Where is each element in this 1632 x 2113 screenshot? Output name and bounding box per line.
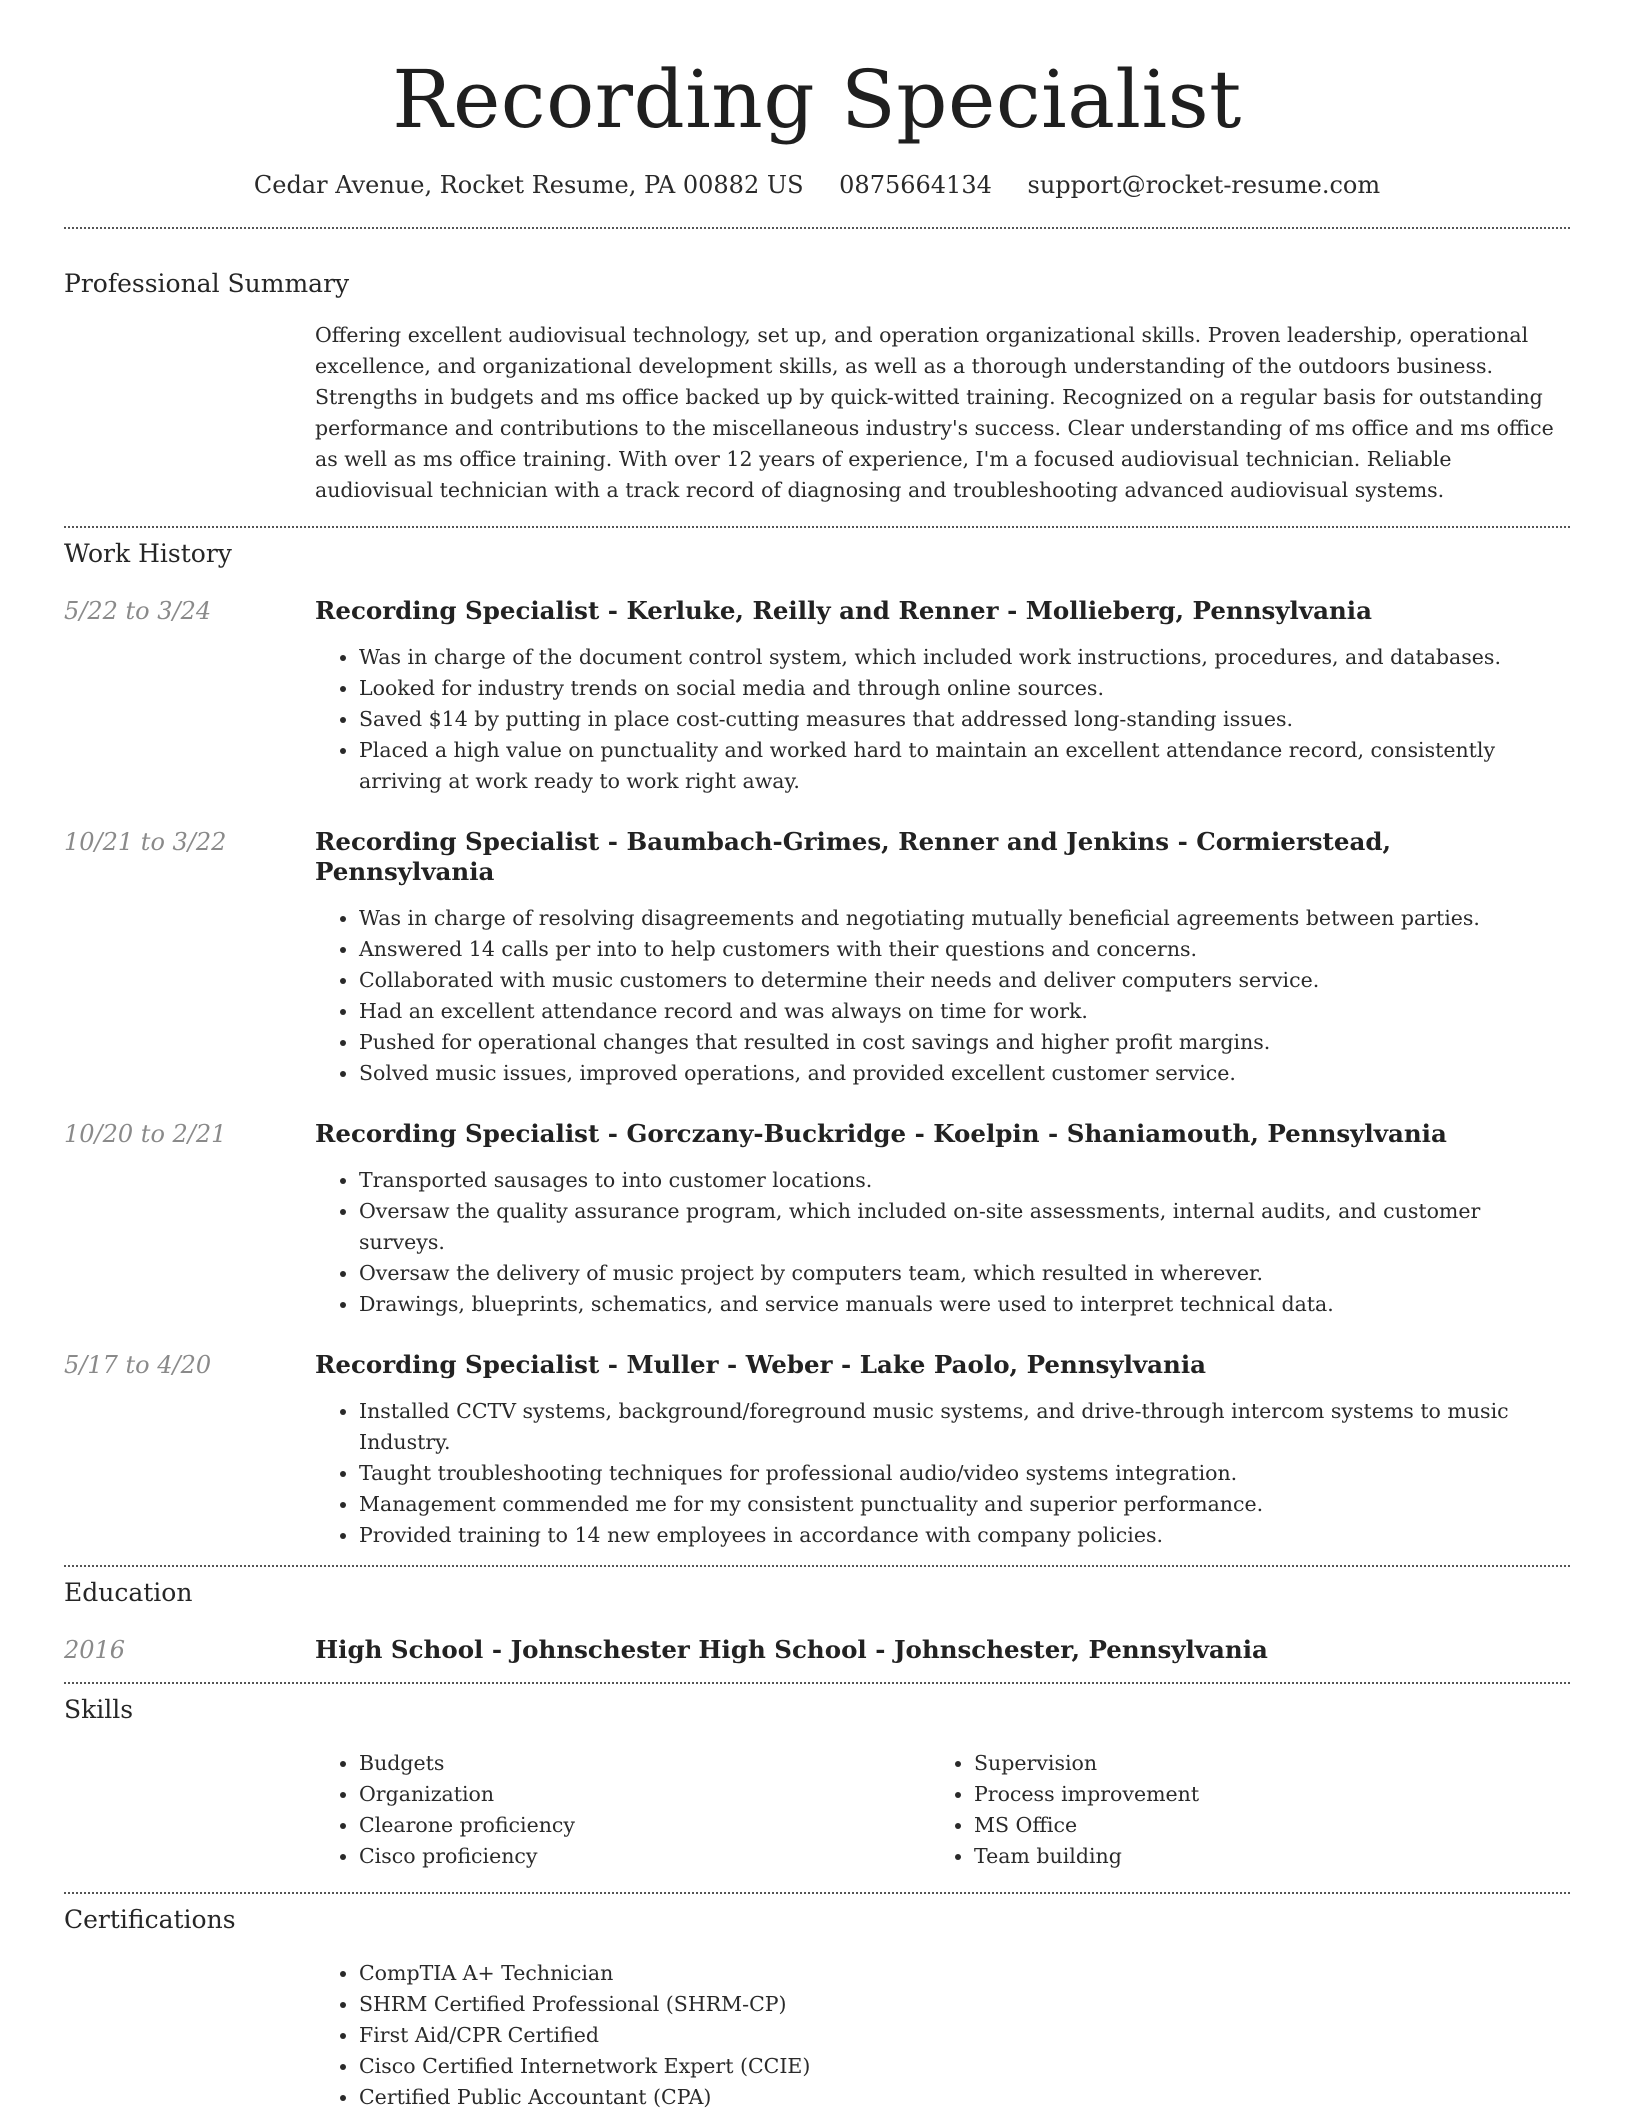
skills-section	[64, 1694, 1570, 1872]
list-item: • Clearone proficiency	[359, 1810, 930, 1841]
section-title-certifications: Certifications	[64, 1905, 236, 1934]
list-item: • Installed CCTV systems, background/foreground music systems, and drive-through intercom systems to music Industry.	[359, 1396, 1570, 1458]
list-item: • Management commended me for my consistent punctuality and superior performance.	[359, 1489, 1570, 1520]
job-entry	[64, 1119, 1570, 1320]
list-item: • Budgets	[359, 1748, 930, 1779]
list-item: • Was in charge of the document control system, which included work instructions, procedures, and databases.	[359, 642, 1570, 673]
summary-left-gutter	[64, 320, 315, 506]
divider	[64, 1892, 1570, 1894]
list-item: • First Aid/CPR Certified	[359, 2020, 1570, 2051]
list-item: • Was in charge of resolving disagreements and negotiating mutually beneficial agreements between parties.	[359, 903, 1570, 934]
divider	[64, 227, 1570, 229]
address-text: Cedar Avenue, Rocket Resume, PA 00882 US	[253, 171, 804, 199]
job-title: Recording Specialist - Muller - Weber - Lake Paolo, Pennsylvania	[315, 1350, 1207, 1379]
job-dates: 5/17 to 4/20	[64, 1351, 212, 1379]
divider	[64, 1682, 1570, 1684]
list-item: • Taught troubleshooting techniques for professional audio/video systems integration.	[359, 1458, 1570, 1489]
job-bullets	[315, 1165, 1570, 1320]
job-bullets	[315, 1396, 1570, 1551]
certifications-list	[315, 1958, 1570, 2113]
list-item: • CompTIA A+ Technician	[359, 1958, 1570, 1989]
job-dates: 10/20 to 2/21	[64, 1120, 227, 1148]
job-entry	[64, 1350, 1570, 1551]
email-link[interactable]: support@rocket-resume.com	[1027, 171, 1381, 199]
list-item: • Process improvement	[974, 1779, 1545, 1810]
list-item: • Saved $14 by putting in place cost-cutting measures that addressed long-standing issues.	[359, 704, 1570, 735]
list-item: • Placed a high value on punctuality and worked hard to maintain an excellent attendance record, consistently arriving at work ready to work right away.	[359, 735, 1570, 797]
skills-grid	[315, 1748, 1570, 1872]
job-title: Recording Specialist - Gorczany-Buckridge - Koelpin - Shaniamouth, Pennsylvania	[315, 1119, 1447, 1148]
list-item: • SHRM Certified Professional (SHRM-CP)	[359, 1989, 1570, 2020]
list-item: • Supervision	[974, 1748, 1545, 1779]
job-entry	[64, 827, 1570, 1089]
list-item: • Transported sausages to into customer locations.	[359, 1165, 1570, 1196]
summary-section	[64, 268, 1570, 506]
skills-column-2	[930, 1748, 1545, 1872]
education-entry	[64, 1635, 1570, 1665]
job-entry	[64, 596, 1570, 797]
job-dates: 10/21 to 3/22	[64, 828, 227, 856]
list-item: • Collaborated with music customers to determine their needs and deliver computers service.	[359, 965, 1570, 996]
list-item: • Cisco proficiency	[359, 1841, 930, 1872]
job-dates: 5/22 to 3/24	[64, 597, 212, 625]
summary-text: Offering excellent audiovisual technology, set up, and operation organizational skills. Proven leadership, operational excellence, and organizational development skills, as well as a thorough understanding of the outdoors business. Strengths in budgets and ms office backed up by quick-witted training. Recognized on a regular basis for outstanding performance and contributions to the miscellaneous industry's success. Clear understanding of ms office and ms office as well as ms office training. With over 12 years of experience, I'm a focused audiovisual technician. Reliable audiovisual technician with a track record of diagnosing and troubleshooting advanced audiovisual systems.	[315, 323, 1554, 502]
candidate-name: Recording Specialist	[392, 53, 1242, 146]
skills-column-1	[315, 1748, 930, 1872]
list-item: • Oversaw the delivery of music project by computers team, which resulted in wherever.	[359, 1258, 1570, 1289]
section-title-work-history: Work History	[64, 539, 232, 568]
section-title-summary: Professional Summary	[64, 269, 350, 298]
job-title: Recording Specialist - Kerluke, Reilly and Renner - Mollieberg, Pennsylvania	[315, 596, 1372, 625]
list-item: • Organization	[359, 1779, 930, 1810]
list-item: • MS Office	[974, 1810, 1545, 1841]
section-title-skills: Skills	[64, 1695, 134, 1724]
list-item: • Drawings, blueprints, schematics, and service manuals were used to interpret technical data.	[359, 1289, 1570, 1320]
divider	[64, 526, 1570, 528]
list-item: • Pushed for operational changes that resulted in cost savings and higher profit margins.	[359, 1027, 1570, 1058]
list-item: • Looked for industry trends on social media and through online sources.	[359, 673, 1570, 704]
list-item: • Answered 14 calls per into to help customers with their questions and concerns.	[359, 934, 1570, 965]
phone-text: 0875664134	[839, 171, 992, 199]
education-year: 2016	[64, 1636, 126, 1664]
contact-line	[64, 170, 1570, 200]
list-item: • Team building	[974, 1841, 1545, 1872]
education-title: High School - Johnschester High School - Johnschester, Pennsylvania	[315, 1635, 1268, 1664]
divider	[64, 1565, 1570, 1567]
list-item: • Oversaw the quality assurance program, which included on-site assessments, internal audits, and customer surveys.	[359, 1196, 1570, 1258]
job-bullets	[315, 642, 1570, 797]
certifications-section	[64, 1904, 1570, 2113]
work-history-section	[64, 538, 1570, 1551]
job-bullets	[315, 903, 1570, 1089]
list-item: • Provided training to 14 new employees in accordance with company policies.	[359, 1520, 1570, 1551]
list-item: • Certified Public Accountant (CPA)	[359, 2082, 1570, 2113]
section-title-education: Education	[64, 1578, 193, 1607]
list-item: • Cisco Certified Internetwork Expert (CCIE)	[359, 2051, 1570, 2082]
job-title: Recording Specialist - Baumbach-Grimes, Renner and Jenkins - Cormierstead, Pennsylvania	[315, 827, 1391, 886]
list-item: • Had an excellent attendance record and was always on time for work.	[359, 996, 1570, 1027]
list-item: • Solved music issues, improved operations, and provided excellent customer service.	[359, 1058, 1570, 1089]
certifications-left-gutter	[64, 1958, 315, 2113]
education-section	[64, 1577, 1570, 1665]
skills-left-gutter	[64, 1748, 315, 1872]
